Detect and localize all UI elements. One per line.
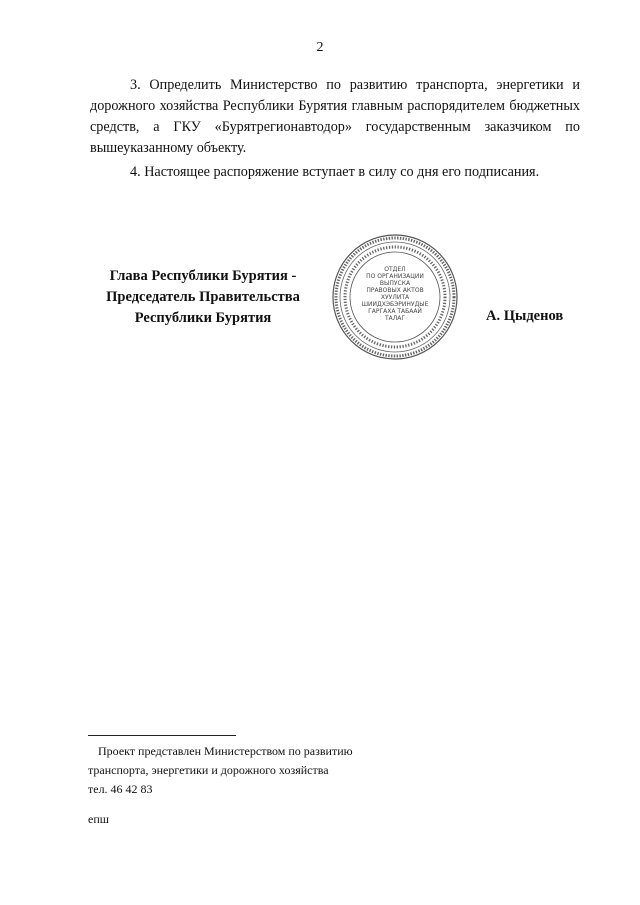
- official-seal: [331, 233, 459, 361]
- signatory-title-line: Республики Бурятия: [134, 310, 272, 326]
- seal-text-line: ПРАВОВЫХ АКТОВ: [366, 287, 424, 294]
- seal-text-line: ВЫПУСКА: [379, 280, 411, 287]
- signatory-title-line: Председатель Правительства: [106, 289, 300, 305]
- seal-text-line: ОТДЕЛ: [384, 266, 406, 273]
- paragraph-3: 3. Определить Министерство по развитию транспорта, энергетики и дорожного хозяйства Республики Бурятия главным распорядителем бюджетных средств, а ГКУ «Бурятрегионавтодор» государственным заказчиком по вышеуказанному объекту.: [90, 77, 580, 156]
- paragraph-4: 4. Настоящее распоряжение вступает в силу со дня его подписания.: [130, 164, 540, 180]
- footnote-line: Проект представлен Министерством по развитию: [98, 744, 353, 758]
- seal-text-line: ГАРГАХА ТАБААЙ: [368, 308, 422, 315]
- seal-text-line: ПО ОРГАНИЗАЦИИ: [366, 273, 424, 280]
- footnote: [88, 742, 353, 799]
- seal-text-line: ШИИДХЭБЭРИНУДЫЕ: [361, 301, 429, 308]
- seal-text-line: ХУУЛИТА: [380, 294, 410, 301]
- executor-initials: епш: [88, 812, 109, 826]
- signatory-name: А. Цыденов: [486, 308, 564, 324]
- signatory-title-line: Глава Республики Бурятия -: [109, 268, 297, 284]
- seal-text-line: ТАЛАГ: [384, 315, 406, 322]
- page-number: 2: [316, 40, 324, 55]
- signatory-title: [88, 266, 318, 329]
- footnote-divider: [88, 735, 236, 736]
- footnote-line: транспорта, энергетики и дорожного хозяйства: [88, 763, 329, 777]
- footnote-line: тел. 46 42 83: [88, 782, 153, 796]
